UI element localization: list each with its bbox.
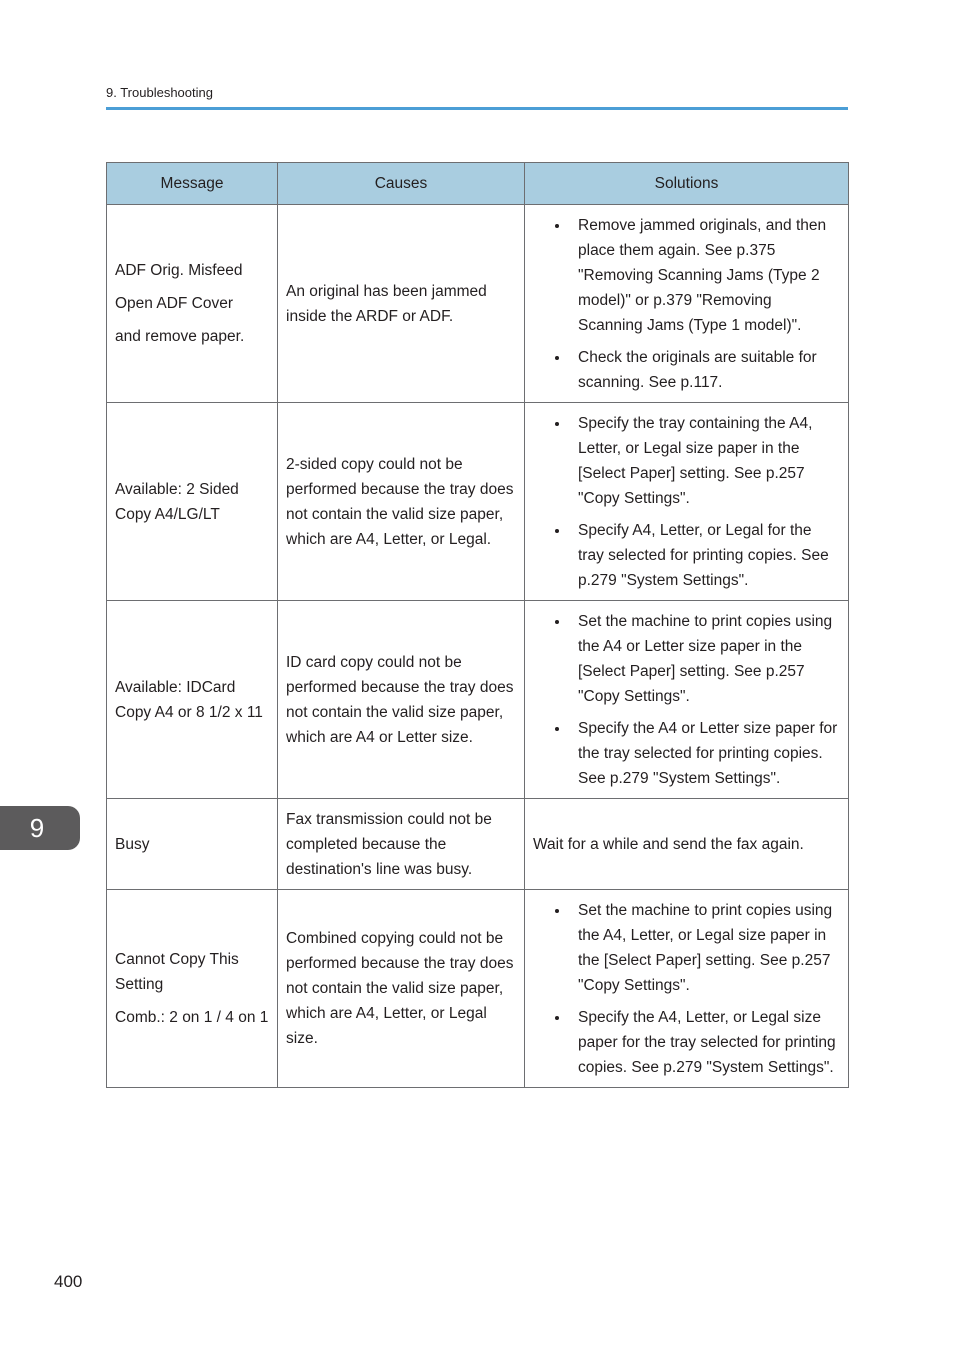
table-row (107, 601, 849, 799)
message-text: Available: 2 Sided Copy A4/LG/LT (115, 480, 239, 523)
message-text: ADF Orig. Misfeed (115, 262, 243, 279)
solution-item: • Remove jammed originals, and then place them again. See p.375 "Removing Scanning Jams (Type 2 model)" or p.379 "Removing Scanning Jams (Type 1 model)". (570, 213, 840, 338)
solution-list (533, 609, 840, 791)
message-text: and remove paper. (115, 328, 245, 345)
solution-list (533, 411, 840, 593)
solution-item: • Specify the A4, Letter, or Legal size paper for the tray selected for printing copies. See p.279 "System Settings". (570, 1005, 840, 1080)
running-header: 9. Troubleshooting (106, 85, 213, 100)
header-rule (106, 107, 848, 110)
message-cell (107, 403, 278, 601)
solution-list (533, 213, 840, 395)
solution-list (533, 898, 840, 1080)
solution-cell (525, 403, 849, 601)
column-header-solutions: Solutions (525, 163, 849, 205)
column-header-message: Message (107, 163, 278, 205)
table-row (107, 205, 849, 403)
message-cell (107, 205, 278, 403)
table-header-row (107, 163, 849, 205)
solution-cell: Wait for a while and send the fax again. (525, 799, 849, 890)
solution-item: • Check the originals are suitable for scanning. See p.117. (570, 345, 840, 395)
column-header-causes: Causes (278, 163, 525, 205)
message-text: Busy (115, 835, 150, 853)
cause-cell: Fax transmission could not be completed because the destination's line was busy. (278, 799, 525, 890)
message-text: Comb.: 2 on 1 / 4 on 1 (115, 1009, 269, 1026)
solution-item: • Specify A4, Letter, or Legal for the tray selected for printing copies. See p.279 "System Settings". (570, 518, 840, 593)
solution-cell (525, 601, 849, 799)
solution-item: • Set the machine to print copies using the A4, Letter, or Legal size paper in the [Select Paper] setting. See p.257 "Copy Settings". (570, 898, 840, 998)
solution-item: • Specify the tray containing the A4, Letter, or Legal size paper in the [Select Paper] setting. See p.257 "Copy Settings". (570, 411, 840, 511)
table-row (107, 799, 849, 890)
cause-cell: 2-sided copy could not be performed because the tray does not contain the valid size paper, which are A4, Letter, or Legal. (278, 403, 525, 601)
chapter-tab: 9 (0, 806, 80, 850)
message-table (106, 162, 849, 1088)
solution-item: • Set the machine to print copies using the A4 or Letter size paper in the [Select Paper] setting. See p.257 "Copy Settings". (570, 609, 840, 709)
solution-cell (525, 890, 849, 1088)
cause-cell: Combined copying could not be performed because the tray does not contain the valid size paper, which are A4, Letter, or Legal size. (278, 890, 525, 1088)
solution-item: • Specify the A4 or Letter size paper for the tray selected for printing copies. See p.279 "System Settings". (570, 716, 840, 791)
table-row (107, 890, 849, 1088)
table-row (107, 403, 849, 601)
solution-cell (525, 205, 849, 403)
cause-cell: An original has been jammed inside the ARDF or ADF. (278, 205, 525, 403)
message-text: Open ADF Cover (115, 295, 234, 312)
cause-cell: ID card copy could not be performed because the tray does not contain the valid size paper, which are A4 or Letter size. (278, 601, 525, 799)
message-cell (107, 799, 278, 890)
message-text: Cannot Copy This Setting (115, 951, 239, 993)
page-number: 400 (54, 1272, 83, 1291)
message-text: Available: IDCard Copy A4 or 8 1/2 x 11 (115, 678, 263, 721)
message-cell (107, 601, 278, 799)
message-cell (107, 890, 278, 1088)
